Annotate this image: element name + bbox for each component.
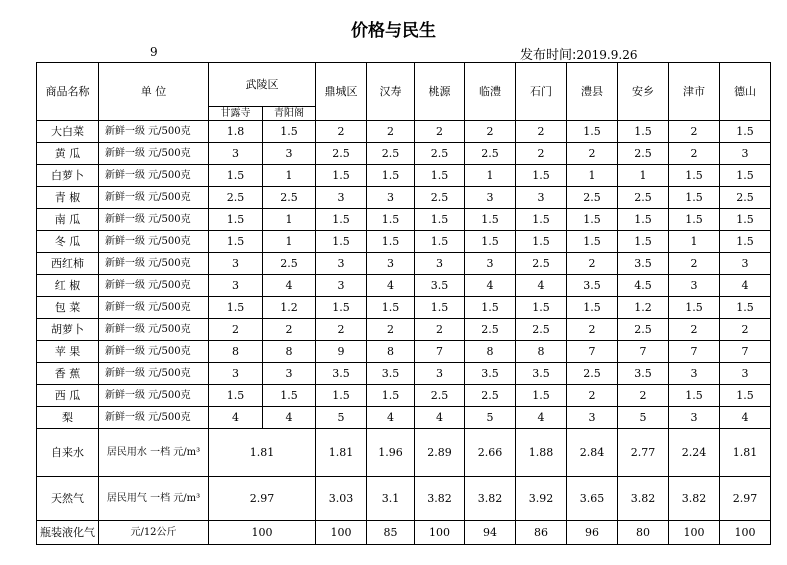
price-cell: 7 bbox=[669, 341, 720, 363]
price-cell: 2 bbox=[465, 121, 516, 143]
commodity-unit: 新鲜一级 元/500克 bbox=[99, 341, 209, 363]
price-cell: 1.5 bbox=[209, 231, 263, 253]
price-cell: 3 bbox=[209, 363, 263, 385]
publish-label: 发布时间: bbox=[520, 48, 577, 63]
commodity-name: 南 瓜 bbox=[37, 209, 99, 231]
price-cell: 4 bbox=[209, 407, 263, 429]
price-cell: 1.5 bbox=[516, 231, 567, 253]
price-cell: 2.5 bbox=[618, 319, 669, 341]
price-cell-wuling: 1.81 bbox=[209, 429, 316, 477]
price-cell: 1.2 bbox=[263, 297, 316, 319]
price-cell: 100 bbox=[720, 521, 771, 545]
utility-name: 瓶装液化气 bbox=[37, 521, 99, 545]
price-cell: 4 bbox=[516, 407, 567, 429]
header-district: 鼎城区 bbox=[316, 63, 367, 121]
produce-row bbox=[37, 341, 771, 363]
price-cell: 5 bbox=[316, 407, 367, 429]
utility-unit: 居民用水 一档 元/m³ bbox=[99, 429, 209, 477]
produce-row bbox=[37, 231, 771, 253]
price-cell: 1 bbox=[263, 231, 316, 253]
commodity-name: 苹 果 bbox=[37, 341, 99, 363]
price-cell: 3.5 bbox=[367, 363, 415, 385]
price-cell: 3.82 bbox=[415, 477, 465, 521]
price-cell: 1.5 bbox=[415, 231, 465, 253]
price-cell: 2.5 bbox=[209, 187, 263, 209]
price-cell: 2.5 bbox=[465, 385, 516, 407]
header-district: 澧县 bbox=[567, 63, 618, 121]
price-cell: 1 bbox=[618, 165, 669, 187]
price-cell: 1.5 bbox=[516, 165, 567, 187]
price-cell: 1 bbox=[669, 231, 720, 253]
price-cell: 100 bbox=[669, 521, 720, 545]
price-cell: 1.5 bbox=[209, 297, 263, 319]
price-cell: 85 bbox=[367, 521, 415, 545]
price-cell: 3 bbox=[415, 363, 465, 385]
page-title: 价格与民生 bbox=[351, 21, 436, 41]
price-cell: 1.81 bbox=[720, 429, 771, 477]
price-cell: 8 bbox=[465, 341, 516, 363]
price-cell: 2 bbox=[567, 385, 618, 407]
produce-row bbox=[37, 319, 771, 341]
price-cell: 2.5 bbox=[415, 385, 465, 407]
price-cell: 2 bbox=[618, 385, 669, 407]
commodity-unit: 新鲜一级 元/500克 bbox=[99, 209, 209, 231]
price-cell: 1.5 bbox=[669, 165, 720, 187]
utility-unit: 居民用气 一档 元/m³ bbox=[99, 477, 209, 521]
produce-row bbox=[37, 385, 771, 407]
price-cell: 2.89 bbox=[415, 429, 465, 477]
price-cell: 1.5 bbox=[415, 209, 465, 231]
price-cell: 2.5 bbox=[465, 143, 516, 165]
price-cell: 4 bbox=[263, 407, 316, 429]
price-cell: 1.5 bbox=[720, 297, 771, 319]
utility-name: 自来水 bbox=[37, 429, 99, 477]
publish-info bbox=[520, 44, 637, 63]
price-cell: 2.5 bbox=[516, 253, 567, 275]
price-cell: 3 bbox=[669, 407, 720, 429]
price-cell: 1.5 bbox=[567, 231, 618, 253]
commodity-name: 胡萝卜 bbox=[37, 319, 99, 341]
price-cell: 1.5 bbox=[567, 297, 618, 319]
price-cell: 1.5 bbox=[465, 231, 516, 253]
price-cell: 1 bbox=[263, 165, 316, 187]
price-cell: 1.5 bbox=[316, 165, 367, 187]
price-cell: 1.2 bbox=[618, 297, 669, 319]
price-cell: 2 bbox=[567, 319, 618, 341]
price-cell: 1.5 bbox=[316, 209, 367, 231]
price-cell: 80 bbox=[618, 521, 669, 545]
commodity-name: 青 椒 bbox=[37, 187, 99, 209]
produce-row bbox=[37, 187, 771, 209]
produce-row bbox=[37, 407, 771, 429]
price-cell: 2.5 bbox=[263, 187, 316, 209]
produce-row bbox=[37, 121, 771, 143]
price-cell: 7 bbox=[618, 341, 669, 363]
price-cell: 8 bbox=[263, 341, 316, 363]
price-cell: 8 bbox=[209, 341, 263, 363]
price-cell-wuling: 2.97 bbox=[209, 477, 316, 521]
price-cell: 3 bbox=[465, 253, 516, 275]
price-cell: 3.5 bbox=[415, 275, 465, 297]
price-cell: 100 bbox=[316, 521, 367, 545]
price-cell: 96 bbox=[567, 521, 618, 545]
price-cell: 1.8 bbox=[209, 121, 263, 143]
price-cell: 1.5 bbox=[720, 209, 771, 231]
price-cell: 1.5 bbox=[209, 209, 263, 231]
price-cell: 1.5 bbox=[618, 209, 669, 231]
price-cell: 3 bbox=[720, 253, 771, 275]
commodity-name: 梨 bbox=[37, 407, 99, 429]
price-cell: 1.5 bbox=[367, 209, 415, 231]
produce-row bbox=[37, 209, 771, 231]
price-cell: 1.5 bbox=[669, 187, 720, 209]
header-qingyangge: 青阳阁 bbox=[263, 107, 316, 121]
price-cell: 3 bbox=[209, 253, 263, 275]
price-cell: 2.5 bbox=[415, 143, 465, 165]
price-cell: 3 bbox=[465, 187, 516, 209]
price-cell: 1.5 bbox=[367, 297, 415, 319]
commodity-name: 黄 瓜 bbox=[37, 143, 99, 165]
price-cell: 3.5 bbox=[618, 363, 669, 385]
price-cell: 94 bbox=[465, 521, 516, 545]
price-cell: 7 bbox=[567, 341, 618, 363]
price-cell: 1.5 bbox=[567, 121, 618, 143]
price-cell: 2 bbox=[316, 121, 367, 143]
price-cell: 3 bbox=[209, 143, 263, 165]
price-cell: 3 bbox=[209, 275, 263, 297]
price-cell: 2.5 bbox=[465, 319, 516, 341]
price-cell: 1.5 bbox=[720, 231, 771, 253]
price-cell: 4 bbox=[367, 275, 415, 297]
price-cell: 1.5 bbox=[669, 385, 720, 407]
price-cell: 2 bbox=[263, 319, 316, 341]
commodity-unit: 新鲜一级 元/500克 bbox=[99, 231, 209, 253]
produce-row bbox=[37, 143, 771, 165]
header-district: 石门 bbox=[516, 63, 567, 121]
commodity-unit: 新鲜一级 元/500克 bbox=[99, 385, 209, 407]
commodity-name: 西 瓜 bbox=[37, 385, 99, 407]
price-cell: 1.5 bbox=[618, 231, 669, 253]
price-cell: 4 bbox=[367, 407, 415, 429]
utility-name: 天然气 bbox=[37, 477, 99, 521]
price-cell: 2 bbox=[669, 253, 720, 275]
price-cell: 7 bbox=[415, 341, 465, 363]
price-cell: 3 bbox=[669, 275, 720, 297]
price-cell: 2.5 bbox=[567, 187, 618, 209]
price-cell: 1.5 bbox=[669, 297, 720, 319]
price-cell: 5 bbox=[465, 407, 516, 429]
price-cell: 1.5 bbox=[567, 209, 618, 231]
price-cell: 9 bbox=[316, 341, 367, 363]
price-cell: 1.5 bbox=[209, 385, 263, 407]
commodity-name: 西红柿 bbox=[37, 253, 99, 275]
price-table bbox=[36, 62, 771, 545]
commodity-unit: 新鲜一级 元/500克 bbox=[99, 297, 209, 319]
header-district: 德山 bbox=[720, 63, 771, 121]
commodity-unit: 新鲜一级 元/500克 bbox=[99, 275, 209, 297]
commodity-unit: 新鲜一级 元/500克 bbox=[99, 363, 209, 385]
price-cell: 3.5 bbox=[618, 253, 669, 275]
commodity-unit: 新鲜一级 元/500克 bbox=[99, 165, 209, 187]
produce-row bbox=[37, 253, 771, 275]
price-cell: 2 bbox=[567, 143, 618, 165]
price-cell: 3 bbox=[720, 363, 771, 385]
price-cell: 2 bbox=[669, 143, 720, 165]
price-cell: 1.96 bbox=[367, 429, 415, 477]
price-cell: 1.5 bbox=[465, 297, 516, 319]
price-cell: 4 bbox=[516, 275, 567, 297]
price-cell: 3.82 bbox=[465, 477, 516, 521]
price-cell: 8 bbox=[367, 341, 415, 363]
price-cell: 100 bbox=[415, 521, 465, 545]
price-cell: 2 bbox=[669, 121, 720, 143]
price-cell: 1.5 bbox=[263, 385, 316, 407]
utility-row bbox=[37, 521, 771, 545]
price-cell: 4 bbox=[263, 275, 316, 297]
price-cell: 2 bbox=[516, 143, 567, 165]
commodity-unit: 新鲜一级 元/500克 bbox=[99, 253, 209, 275]
commodity-unit: 新鲜一级 元/500克 bbox=[99, 143, 209, 165]
price-cell: 3 bbox=[316, 275, 367, 297]
header-district: 临澧 bbox=[465, 63, 516, 121]
utility-row bbox=[37, 477, 771, 521]
price-cell: 2 bbox=[669, 319, 720, 341]
price-cell: 2.24 bbox=[669, 429, 720, 477]
price-cell: 4 bbox=[465, 275, 516, 297]
price-cell: 3.82 bbox=[618, 477, 669, 521]
price-cell: 1.5 bbox=[263, 121, 316, 143]
publish-date: 2019.9.26 bbox=[576, 48, 638, 62]
price-cell: 1.5 bbox=[720, 385, 771, 407]
price-cell: 2.5 bbox=[516, 319, 567, 341]
price-cell: 1 bbox=[567, 165, 618, 187]
price-cell: 3 bbox=[367, 253, 415, 275]
price-cell: 3.5 bbox=[465, 363, 516, 385]
price-cell: 4.5 bbox=[618, 275, 669, 297]
issue-number: 9 bbox=[150, 45, 158, 59]
price-cell: 2.5 bbox=[618, 143, 669, 165]
price-cell: 1.5 bbox=[316, 297, 367, 319]
price-cell: 3.92 bbox=[516, 477, 567, 521]
price-cell: 2 bbox=[367, 121, 415, 143]
commodity-name: 大白菜 bbox=[37, 121, 99, 143]
price-cell: 2.77 bbox=[618, 429, 669, 477]
price-cell: 3 bbox=[316, 253, 367, 275]
commodity-unit: 新鲜一级 元/500克 bbox=[99, 187, 209, 209]
price-cell: 3.5 bbox=[516, 363, 567, 385]
produce-row bbox=[37, 275, 771, 297]
produce-row bbox=[37, 165, 771, 187]
price-cell: 1.5 bbox=[516, 209, 567, 231]
price-cell: 3.1 bbox=[367, 477, 415, 521]
price-cell: 1 bbox=[263, 209, 316, 231]
price-cell: 1 bbox=[465, 165, 516, 187]
price-cell: 3.82 bbox=[669, 477, 720, 521]
price-cell: 2 bbox=[209, 319, 263, 341]
header-district: 桃源 bbox=[415, 63, 465, 121]
price-cell: 1.81 bbox=[316, 429, 367, 477]
price-cell: 2 bbox=[415, 319, 465, 341]
price-cell: 5 bbox=[618, 407, 669, 429]
price-cell: 1.5 bbox=[316, 231, 367, 253]
price-cell: 3 bbox=[263, 143, 316, 165]
price-cell: 3.5 bbox=[567, 275, 618, 297]
header-district: 汉寿 bbox=[367, 63, 415, 121]
price-cell: 1.5 bbox=[209, 165, 263, 187]
price-cell: 3 bbox=[567, 407, 618, 429]
price-cell: 2.66 bbox=[465, 429, 516, 477]
commodity-name: 香 蕉 bbox=[37, 363, 99, 385]
price-cell: 3 bbox=[669, 363, 720, 385]
price-cell: 3 bbox=[516, 187, 567, 209]
price-cell: 2.5 bbox=[415, 187, 465, 209]
header-name: 商品名称 bbox=[37, 63, 99, 121]
header-ganlusi: 甘露寺 bbox=[209, 107, 263, 121]
price-cell: 2.97 bbox=[720, 477, 771, 521]
price-cell: 2 bbox=[367, 319, 415, 341]
price-cell: 86 bbox=[516, 521, 567, 545]
price-cell: 4 bbox=[415, 407, 465, 429]
price-cell: 1.5 bbox=[618, 121, 669, 143]
price-cell: 1.5 bbox=[516, 297, 567, 319]
header-district: 津市 bbox=[669, 63, 720, 121]
price-cell: 1.5 bbox=[465, 209, 516, 231]
produce-row bbox=[37, 297, 771, 319]
price-cell: 2.5 bbox=[567, 363, 618, 385]
price-cell: 3 bbox=[316, 187, 367, 209]
price-cell: 2.5 bbox=[618, 187, 669, 209]
price-cell: 7 bbox=[720, 341, 771, 363]
price-cell: 2.5 bbox=[720, 187, 771, 209]
price-cell: 3 bbox=[720, 143, 771, 165]
price-cell: 1.88 bbox=[516, 429, 567, 477]
price-cell: 1.5 bbox=[316, 385, 367, 407]
price-cell: 2 bbox=[516, 121, 567, 143]
price-cell: 2.5 bbox=[263, 253, 316, 275]
price-cell: 2.5 bbox=[367, 143, 415, 165]
price-cell: 3 bbox=[415, 253, 465, 275]
price-cell-wuling: 100 bbox=[209, 521, 316, 545]
price-cell: 2 bbox=[316, 319, 367, 341]
commodity-name: 白萝卜 bbox=[37, 165, 99, 187]
price-cell: 1.5 bbox=[720, 121, 771, 143]
header-unit: 单 位 bbox=[99, 63, 209, 121]
commodity-name: 冬 瓜 bbox=[37, 231, 99, 253]
header-row bbox=[37, 63, 771, 107]
produce-row bbox=[37, 363, 771, 385]
price-cell: 1.5 bbox=[367, 231, 415, 253]
price-cell: 1.5 bbox=[367, 385, 415, 407]
price-cell: 1.5 bbox=[669, 209, 720, 231]
price-cell: 1.5 bbox=[367, 165, 415, 187]
utility-unit: 元/12公斤 bbox=[99, 521, 209, 545]
commodity-name: 包 菜 bbox=[37, 297, 99, 319]
commodity-name: 红 椒 bbox=[37, 275, 99, 297]
price-cell: 2.84 bbox=[567, 429, 618, 477]
price-cell: 1.5 bbox=[720, 165, 771, 187]
commodity-unit: 新鲜一级 元/500克 bbox=[99, 407, 209, 429]
price-cell: 8 bbox=[516, 341, 567, 363]
commodity-unit: 新鲜一级 元/500克 bbox=[99, 319, 209, 341]
header-district: 安乡 bbox=[618, 63, 669, 121]
header-wuling: 武陵区 bbox=[209, 63, 316, 107]
price-cell: 2.5 bbox=[316, 143, 367, 165]
price-cell: 4 bbox=[720, 275, 771, 297]
utility-row bbox=[37, 429, 771, 477]
commodity-unit: 新鲜一级 元/500克 bbox=[99, 121, 209, 143]
price-cell: 4 bbox=[720, 407, 771, 429]
price-cell: 3.65 bbox=[567, 477, 618, 521]
price-cell: 1.5 bbox=[415, 297, 465, 319]
price-cell: 1.5 bbox=[415, 165, 465, 187]
price-cell: 2 bbox=[567, 253, 618, 275]
price-cell: 3 bbox=[367, 187, 415, 209]
price-cell: 2 bbox=[415, 121, 465, 143]
price-cell: 3.03 bbox=[316, 477, 367, 521]
price-cell: 3 bbox=[263, 363, 316, 385]
price-cell: 1.5 bbox=[516, 385, 567, 407]
price-cell: 3.5 bbox=[316, 363, 367, 385]
price-cell: 2 bbox=[720, 319, 771, 341]
